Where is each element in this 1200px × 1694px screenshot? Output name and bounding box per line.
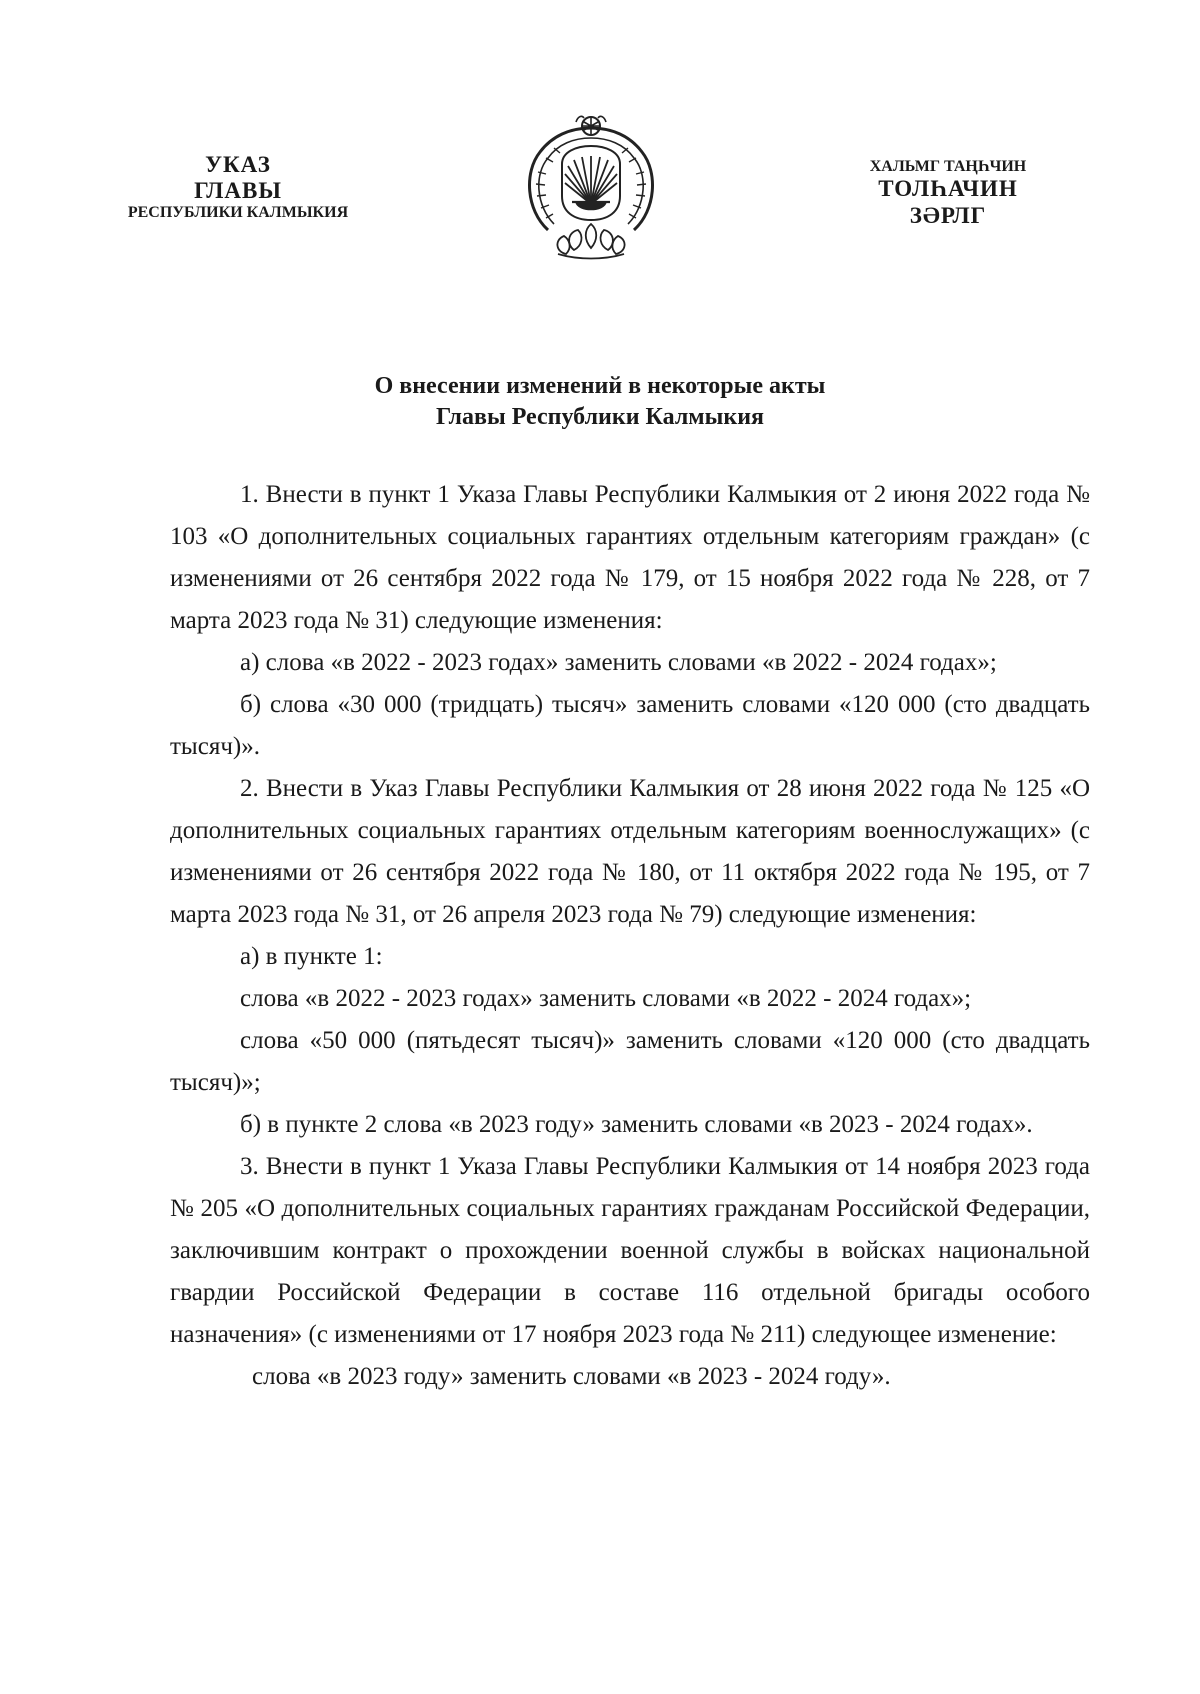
paragraph-3: 3. Внести в пункт 1 Указа Главы Республики Калмыкия от 14 ноября 2023 года № 205 «О дополнительных социальных гарантиях гражданам Российской Федерации, заключившим контракт о прохождении военной службы в войсках национальной гвардии Российской Федерации в составе 116 отдельной бригады особого назначения» (с изменениями от 17 ноября 2023 года № 211) следующее изменение: xyxy=(170,1153,1090,1348)
paragraph-2b: б) в пункте 2 слова «в 2023 году» заменить словами «в 2023 - 2024 годах». xyxy=(240,1111,1033,1138)
kalmykia-coat-of-arms-icon xyxy=(518,112,664,262)
paragraph-2a-item2: слова «50 000 (пятьдесят тысяч)» заменить словами «120 000 (сто двадцать тысяч)»; xyxy=(170,1027,1090,1096)
paragraph-2: 2. Внести в Указ Главы Республики Калмыкия от 28 июня 2022 года № 125 «О дополнительных социальных гарантиях отдельным категориям военнослужащих» (с изменениями от 26 сентября 2022 года № 180, от 11 октября 2022 года № 195, от 7 марта 2023 года № 31, от 26 апреля 2023 года № 79) следующие изменения: xyxy=(170,775,1090,928)
paragraph-3-change: слова «в 2023 году» заменить словами «в 2023 - 2024 году». xyxy=(252,1363,891,1390)
header-right xyxy=(838,158,1058,229)
paragraph-2a: а) в пункте 1: xyxy=(240,943,383,970)
header-left-line2: ГЛАВЫ xyxy=(194,177,282,203)
header-left xyxy=(88,152,388,221)
title-line-1: О внесении изменений в некоторые акты xyxy=(374,373,826,399)
document-title xyxy=(140,371,1060,433)
document-body xyxy=(170,474,1090,1398)
header-right-line1: ХАЛЬМГ ТАҢҺЧИН xyxy=(869,158,1027,175)
paragraph-1b: б) слова «30 000 (тридцать) тысяч» заменить словами «120 000 (сто двадцать тысяч)». xyxy=(170,691,1090,760)
header-right-line3: ЗӘРЛГ xyxy=(909,202,987,228)
header-left-line3: РЕСПУБЛИКИ КАЛМЫКИЯ xyxy=(127,203,349,221)
paragraph-1: 1. Внести в пункт 1 Указа Главы Республики Калмыкия от 2 июня 2022 года № 103 «О дополнительных социальных гарантиях отдельным категориям граждан» (с изменениями от 26 сентября 2022 года № 179, от 15 ноября 2022 года № 228, от 7 марта 2023 года № 31) следующие изменения: xyxy=(170,481,1090,634)
paragraph-1a: а) слова «в 2022 - 2023 годах» заменить словами «в 2022 - 2024 годах»; xyxy=(240,649,997,676)
header-right-line2: ТОЛҺАЧИН xyxy=(878,176,1018,202)
paragraph-2a-item1: слова «в 2022 - 2023 годах» заменить словами «в 2022 - 2024 годах»; xyxy=(240,985,972,1012)
title-line-2: Главы Республики Калмыкия xyxy=(435,404,765,430)
header-left-line1: УКАЗ xyxy=(205,152,271,177)
